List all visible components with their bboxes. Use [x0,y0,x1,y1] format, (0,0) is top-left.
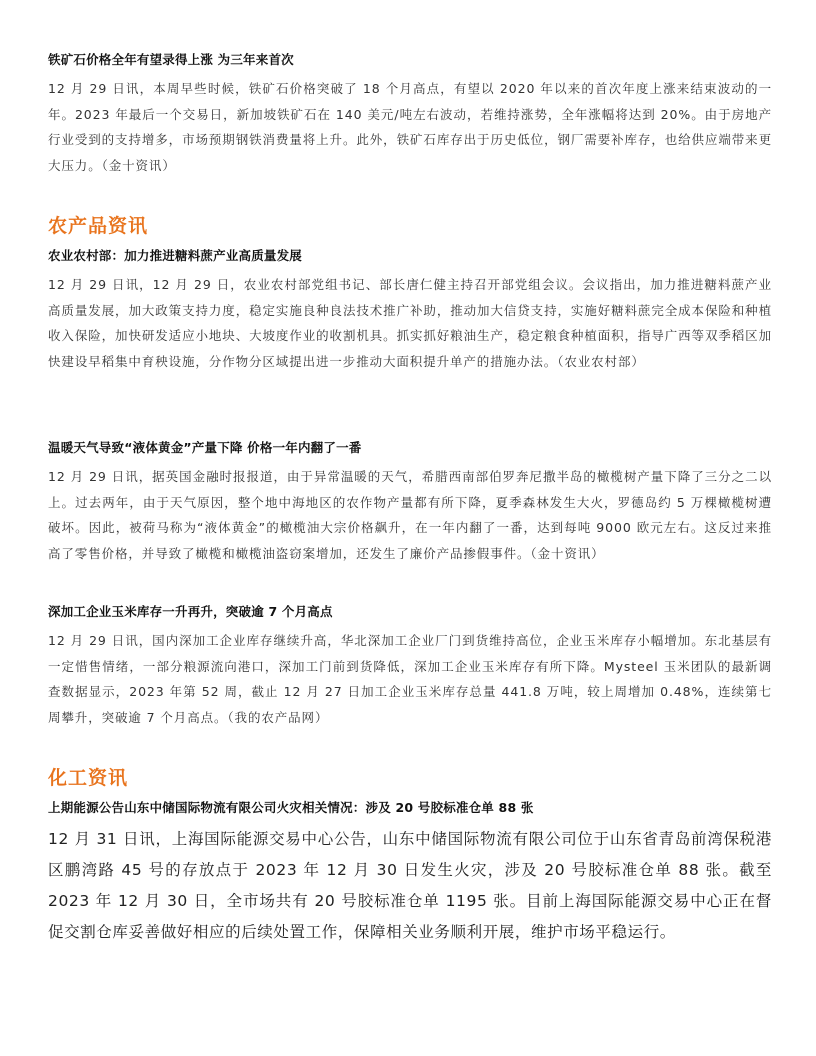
article-body: 12 月 29 日讯，本周早些时候，铁矿石价格突破了 18 个月高点，有望以 2020 年以来的首次年度上涨来结束波动的一年。2023 年最后一个交易日，新加坡铁矿石在 140 美元/吨左右波动，若维持涨势，全年涨幅将达到 20%。由于房地产行业受到的支持增多，市场预期钢铁消费量将上升。此外，铁矿石库存出于历史低位，钢厂需要补库存，也给供应端带来更大压力。（金十资讯） [48,81,772,173]
article-corn-inventory [48,602,772,730]
article-title: 农业农村部：加力推进糖料蔗产业高质量发展 [48,248,303,263]
article-body: 12 月 31 日讯，上海国际能源交易中心公告，山东中储国际物流有限公司位于山东省青岛前湾保税港区鹏湾路 45 号的存放点于 2023 年 12 月 30 日发生火灾，涉及 20 号胶标准仓单 88 张。截至 2023 年 12 月 30 日，全市场共有 20 号胶标准仓单 1195 张。目前上海国际能源交易中心正在督促交割仓库妥善做好相应的后续处置工作，保障相关业务顺利开展，维护市场平稳运行。 [48,830,772,941]
article-title: 铁矿石价格全年有望录得上涨 为三年来首次 [48,52,294,67]
article-title: 深加工企业玉米库存一升再升，突破逾 7 个月高点 [48,604,333,619]
section-heading-agriculture: 农产品资讯 [48,215,149,237]
article-iron-ore [48,50,772,178]
section-heading-chemical: 化工资讯 [48,767,129,789]
article-body: 12 月 29 日讯，据英国金融时报报道，由于异常温暖的天气，希腊西南部伯罗奔尼撒半岛的橄榄树产量下降了三分之二以上。过去两年，由于天气原因，整个地中海地区的农作物产量都有所下降，夏季森林发生大火，罗德岛约 5 万棵橄榄树遭破坏。因此，被荷马称为“液体黄金”的橄榄油大宗价格飙升，在一年内翻了一番，达到每吨 9000 欧元左右。这反过来推高了零售价格，并导致了橄榄和橄榄油盗窃案增加，还发生了廉价产品掺假事件。（金十资讯） [48,469,772,561]
article-body: 12 月 29 日讯，12 月 29 日，农业农村部党组书记、部长唐仁健主持召开部党组会议。会议指出，加力推进糖料蔗产业高质量发展，加大政策支持力度，稳定实施良种良法技术推广补助，推动加大信贷支持，实施好糖料蔗完全成本保险和种植收入保险，加快研发适应小地块、大坡度作业的收割机具。抓实抓好粮油生产，稳定粮食种植面积，指导广西等双季稻区加快建设早稻集中育秧设施，分作物分区域提出进一步推动大面积提升单产的措施办法。（农业农村部） [48,277,772,369]
article-rubber-fire [48,798,772,948]
article-olive-oil [48,438,772,566]
article-title: 上期能源公告山东中储国际物流有限公司火灾相关情况：涉及 20 号胶标准仓单 88 张 [48,800,534,815]
article-title: 温暖天气导致“液体黄金”产量下降 价格一年内翻了一番 [48,440,362,455]
article-body: 12 月 29 日讯，国内深加工企业库存继续升高，华北深加工企业厂门到货维持高位，企业玉米库存小幅增加。东北基层有一定惜售情绪，一部分粮源流向港口，深加工门前到货降低，深加工企业玉米库存有所下降。Mysteel 玉米团队的最新调查数据显示，2023 年第 52 周，截止 12 月 27 日加工企业玉米库存总量 441.8 万吨，较上周增加 0.48%，连续第七周攀升，突破逾 7 个月高点。（我的农产品网） [48,633,772,725]
article-sugarcane [48,246,772,374]
